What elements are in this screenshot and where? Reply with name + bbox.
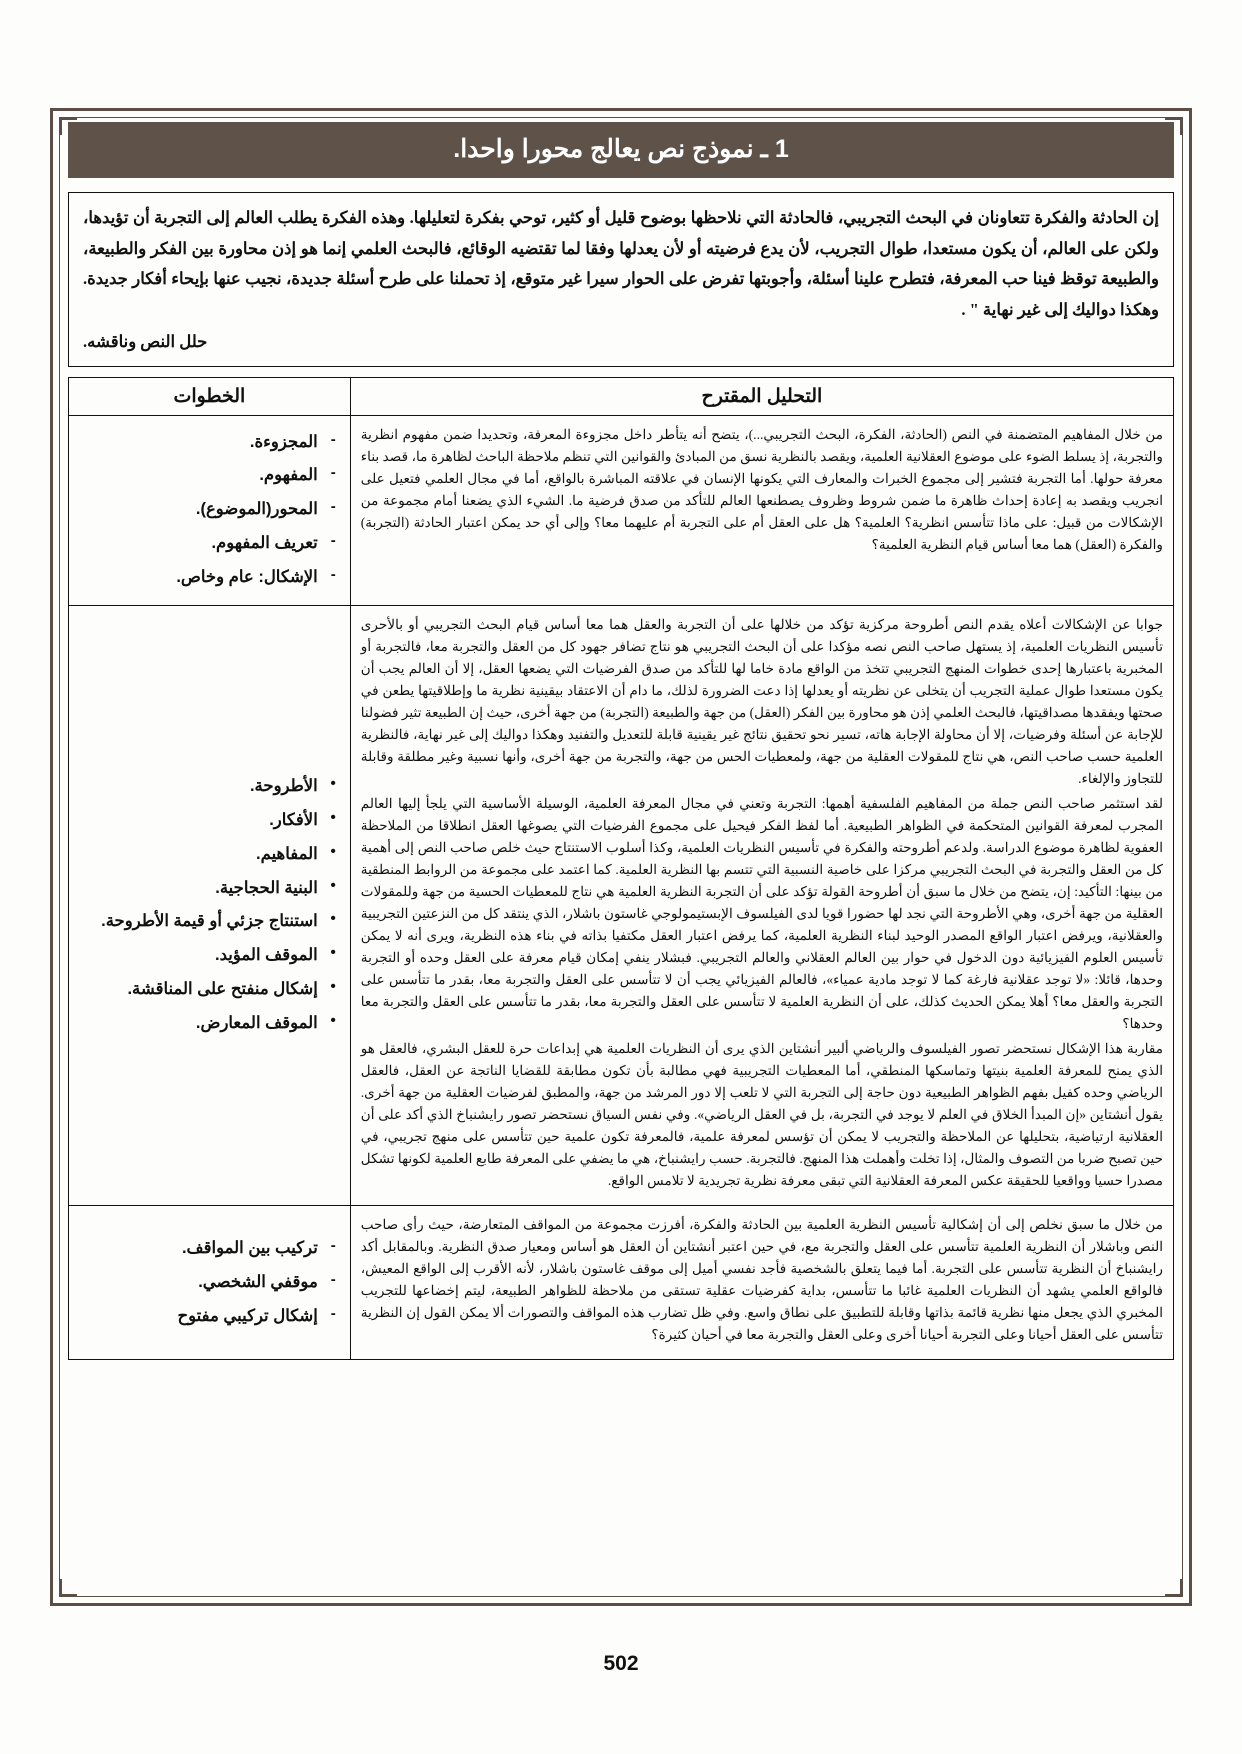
step-item: - تعريف المفهوم. <box>79 527 338 561</box>
quote-body: إن الحادثة والفكرة تتعاونان في البحث التجريبي، فالحادثة التي نلاحظها بوضوح قليل أو كثير، توحي بفكرة لتعليلها. وهذه الفكرة يطلب العالم إلى التجربة أن تؤيدها، ولكن على العالم، أن يكون مستعدا، طوال التجريب، لأن يدع فرضيته أو لأن يعدلها وفقا لما تقتضيه الوقائع، فالبحث العلمي إنما هو إذن محاورة بين الفكر والطبيعة، والطبيعة توقظ فينا حب المعرفة، فتطرح علينا أسئلة، وأجوبتها تفرض على الحوار سيرا غير متوقع، إذ تحملنا على طرح أسئلة جديدة، نجيب عنها بإيحاء أفكار جديدة. وهكذا دواليك إلى غير نهاية " . <box>83 208 1159 319</box>
step-item: • استنتاج جزئي أو قيمة الأطروحة. <box>79 905 338 939</box>
page-number: 502 <box>603 1652 639 1675</box>
analysis-cell-1 <box>350 415 1173 605</box>
step-item: - المحور(الموضوع). <box>79 493 338 527</box>
table-row <box>69 415 1174 605</box>
step-item: • الموقف المؤيد. <box>79 939 338 973</box>
analysis-paragraph: من خلال ما سبق نخلص إلى أن إشكالية تأسيس النظرية العلمية بين الحادثة والفكرة، أفرزت مجموعة من المواقف المتعارضة، حيث رأى صاحب النص وباشلار أن النظرية العلمية تتأسس على العقل والتجربة مع، في حين اعتبر أنشتاين أن العقل هو أساس ومعيار صدق النظرية. وبالمقابل أكد رايشنباخ أن النظرية تتأسس على التجربة. أما فيما يتعلق بالشخصية فأجد نفسي أميل إلى موقف غاستون باشلار، لأنه الأقرب إلى الواقع المعيش، فالواقع العلمي يشهد أن النظريات العلمية غائبا ما تتأسس، بداية كفرضيات عقلية تستقى من ملاحظة للظواهر الطبيعة، ليتم إخضاعها للتجريب المخبري الذي يجعل منها نظرية قائمة بذاتها وقابلة للتطبيق على نطاق واسع. وفي ظل تضارب هذه المواقف والتصورات ألا يمكن القول إن النظرية تتأسس على العقل أحيانا وعلى التجربة أحيانا أخرى وعلى العقل والتجربة معا في أحيان كثيرة؟ <box>360 1217 1163 1343</box>
column-header-analysis: التحليل المقترح <box>350 377 1173 415</box>
quote-instruction: حلل النص وناقشه. <box>83 332 208 352</box>
steps-cell-2 <box>69 605 351 1205</box>
table-header-row <box>69 377 1174 415</box>
steps-list-1 <box>79 426 338 595</box>
step-item: - موقفي الشخصي. <box>79 1266 338 1300</box>
steps-cell-1 <box>69 415 351 605</box>
step-item: • الموقف المعارض. <box>79 1007 338 1041</box>
quote-text-box <box>68 192 1174 367</box>
step-item: - الإشكال: عام وخاص. <box>79 561 338 595</box>
step-item: • المفاهيم. <box>79 838 338 872</box>
analysis-paragraph: لقد استثمر صاحب النص جملة من المفاهيم الفلسفية أهمها: التجربة وتعني في مجال المعرفة العلمية، الوسيلة الأساسية التي يلجأ إليها العالم المجرب لمعرفة القوانين المتحكمة في الظواهر الطبيعية. أما لفظ الفكر فيحيل على مجموع الفرضيات التي يصوغها العقل انطلاقا من الملاحظة العفوية لظاهرة موضوع الدراسة. ولدعم أطروحته والفكرة في تأسيس النظريات العلمية، وكذا أسلوب الاستنتاج حيث خلص صاحب النص إلى أهمية كل من العقل والتجربة في البحث التجريبي مركزا على خاصية النسبية التي تتسم بها النظرية العلمية. كما اعتمد على مجموعة من الروابط المنطقية من بينها: التأكيد: إن، يتضح من خلال ما سبق أن أطروحة القولة تؤكد على أن التجربة النظرية العلمية هي نتاج للمعطيات الحسية من جهة وللمقولات العقلية من جهة أخرى، وهي الأطروحة التي نجد لها حضورا قويا لدى الفيلسوف الإبستيمولوجي غاستون باشلار، الذي ينتقد كل من النزعتين التجريبية والعقلانية، ويرفض اعتبار الواقع المصدر الوحيد لبناء النظرية العلمية، كما يرفض اعتبار العقل مكتفيا بذاته في بناء هذه النظرية، ويرى أنه لا يمكن تأسيس العلوم الفيزيائية دون الدخول في حوار بين العالم العقلاني والعالم التجريبي. فبشلار ينفي إمكان قيام معرفة على العقل وحده أو التجربة وحدها، قائلا: «لا توجد عقلانية فارغة كما لا توجد مادية عمياء»، فالعالم الفيزيائي يجب أن لا تتأسس على العقل والتجربة معا، بقدر ما تتأسس على التجربة والعقل معا؟ أهلا يمكن الحديث كذلك، على أن النظرية العلمية لا تتأسس على العقل والتجربة معا، بقدر ما تتأسس على العقل والتجربة معا وحدها؟ <box>360 795 1163 1031</box>
analysis-paragraph: جوابا عن الإشكالات أعلاه يقدم النص أطروحة مركزية تؤكد من خلالها على أن التجربة والعقل هما معا أساس قيام البحث التجريبي أو بالأحرى تأسيس النظريات العلمية، إذ يستهل صاحب النص نصه مؤكدا على أن البحث التجريبي هو نتاج تضافر جهود كل من العقل والتجربة معا، فالتجربة أو المخبرية باعتبارها إحدى خطوات المنهج التجريبي تتخذ من الواقع مادة خاما لها للتأكد من صدق الفرضيات التي يضعها العقل، إلا أن العالم يجب أن يكون مستعدا طوال عملية التجريب أن يتخلى عن نظريته أو يعدلها إذا دعت الضرورة لذلك، ما دام أن الاعتقاد بيقينية نظرية ما وإطلاقيتها يطعن في صحتها ويفقدها مصداقيتها، فالبحث العلمي إذن هو محاورة بين الفكر (العقل) من جهة والطبيعة (التجربة) من جهة أخرى، حيث إن الطبيعة تثير فضولنا للإجابة عن أسئلة وفرضيات، إلا أن محاولة الإجابة هاته، تسير نحو تحقيق نتائج غير يقينية قابلة للتعديل والتفنيد وهكذا دواليك إلى غير نهاية، فالنظرية العلمية حسب صاحب النص، هي نتاج للمقولات العقلية من جهة، ولمعطيات الحس من جهة، والتجربة من جهة أخرى، وأنها نسبية وغير مطلقة وقابلة للتجاوز والإلغاء. <box>360 616 1163 786</box>
analysis-cell-2 <box>350 605 1173 1205</box>
table-row <box>69 1206 1174 1360</box>
column-header-steps: الخطوات <box>69 377 351 415</box>
step-item: • الأطروحة. <box>79 770 338 804</box>
document-content <box>68 122 1174 1592</box>
steps-cell-3 <box>69 1206 351 1360</box>
step-item: - المجزوءة. <box>79 426 338 460</box>
table-row <box>69 605 1174 1205</box>
analysis-table <box>68 377 1174 1361</box>
analysis-cell-3 <box>350 1206 1173 1360</box>
steps-list-3 <box>79 1232 338 1333</box>
analysis-paragraph: من خلال المفاهيم المتضمنة في النص (الحادثة، الفكرة، البحث التجريبي...)، يتضح أنه يتأطر داخل مجزوءة المعرفة، وتحديدا ضمن مفهوم انظرية والتجربة، إذ يسلط الضوء على موضوع العقلانية العلمية، ويقصد بالنظرية نسق من المبادئ والقوانين التي تنظم ملاحظة الباحث لظاهرة ما، قصد بناء معرفة حولها. أما التجربة فتشير إلى مجموع الخبرات والمعارف التي يكونها الإنسان في علاقته المباشرة بالواقع، أما في مجال العلمي فتعيل على انجريب ويقصد به إعادة إحداث ظاهرة ما ضمن شروط وظروف يصطنعها العالم للتأكد من صدق فرضية ما. الشيء الذي يضعنا أمام مجموعة من الإشكالات من قبيل: على ماذا تتأسس انظرية؟ العلمية؟ هل على العقل أم على التجربة أم عليهما معا؟ وإلى أي حد يمكن اعتبار الحادثة (التجربة) والفكرة (العقل) هما معا أساس قيام النظرية العلمية؟ <box>360 426 1163 552</box>
step-item: - تركيب بين المواقف. <box>79 1232 338 1266</box>
step-item: - إشكال تركيبي مفتوح <box>79 1300 338 1334</box>
steps-list-2 <box>79 770 338 1041</box>
section-title: 1 ـ نموذج نص يعالج محورا واحدا. <box>68 122 1174 178</box>
step-item: • البنية الحجاجية. <box>79 872 338 906</box>
step-item: • إشكال منفتح على المناقشة. <box>79 973 338 1007</box>
analysis-paragraph: مقاربة هذا الإشكال نستحضر تصور الفيلسوف والرياضي ألبير أنشتاين الذي يرى أن النظريات العلمية هي إبداعات حرة للعقل البشري، فالعقل هو الذي يمنح للمعرفة العلمية بنيتها وتماسكها المنطقي، أما المعطيات التجريبية فهي مطالبة بأن تكون مطابقة للقضايا الناتجة عن العقل، فالعقل الرياضي وحده كفيل بفهم الظواهر الطبيعية دون حاجة إلى التجربة التي لا تلعب إلا دور المرشد من جهة، والمطبق لفرضيات العقلية من جهة أخرى. يقول أنشتاين «إن المبدأ الخلاق في العلم لا يوجد في التجربة، بل في العقل الرياضي». وفي نفس السياق نستحضر تصور رايشنباخ الذي أكد على أن العقلانية ارتياضية، بتحليلها عن الملاحظة والتجريب لا يمكن أن تؤسس لمعرفة علمية، فالمعرفة تكون علمية حين تتأسس على منهج تجريبي، في حين تصبح ضربا من التصوف والمثال، إذا تخلت وأهملت هذا المنهج. فالتجربة. حسب رايشنباخ، هي ما يضفي على المعرفة طابع العلمية لكونها تشكل مصدرا حسيا وواقعيا للحقيقة عكس المعرفة العقلانية التي تبقى معرفة نظرية تجريدية لا تلامس الواقع. <box>360 1040 1163 1189</box>
step-item: • الأفكار. <box>79 804 338 838</box>
step-item: - المفهوم. <box>79 459 338 493</box>
